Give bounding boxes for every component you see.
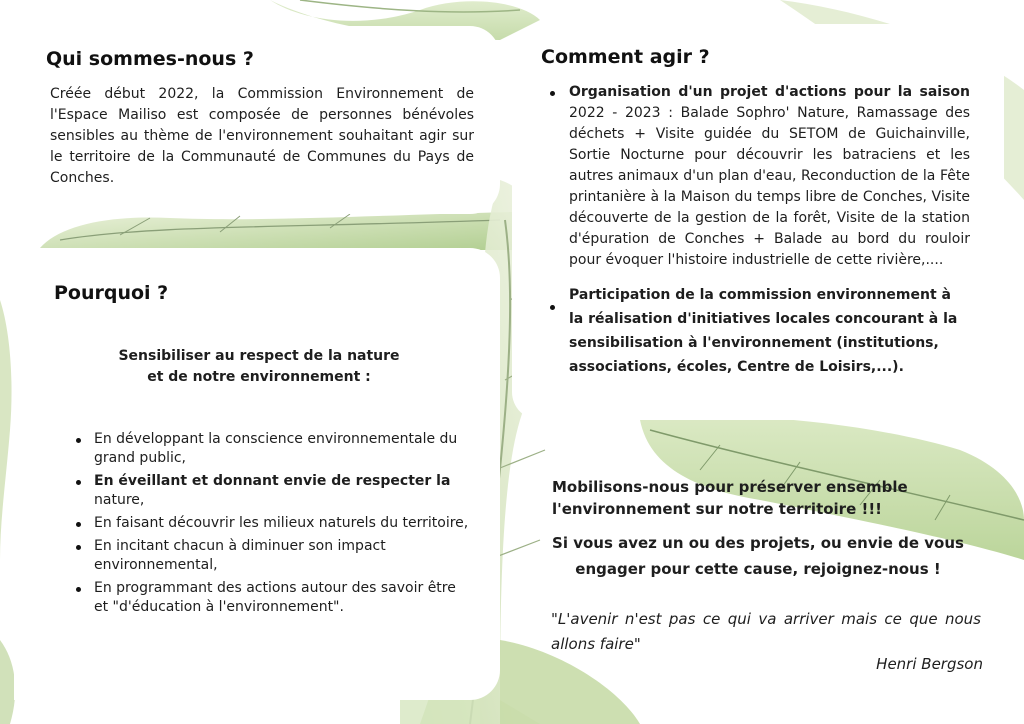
quote-text: "L'avenir n'est pas ce qui va arriver mais ce que nous allons faire" (551, 610, 981, 653)
list-item-text: En faisant découvrir les milieux naturels du territoire, (94, 515, 469, 531)
comment-agir-list (550, 82, 970, 379)
bullet-icon (550, 91, 555, 96)
list-item-text: En développant la conscience environnementale du grand public, (94, 431, 458, 466)
comment-agir-card (512, 24, 1004, 420)
list-item-text: 2022 - 2023 : Balade Sophro' Nature, Ramassage des déchets + Visite guidée du SETOM de Guichainville, Sortie Nocturne pour découvrir les batraciens et les autres animaux d'un plan d'eau, Reconduction de la Fête printanière à la Maison du temps libre de Conches, Visite découverte de la gestion de la forêt, Visite de la station d'épuration de Conches + Balade au bord du rouloir pour évoquer l'histoire industrielle de cette rivière,.... (569, 105, 970, 268)
list-item (74, 472, 474, 510)
list-item (74, 579, 474, 617)
list-item-text-continued: nature, (94, 492, 145, 508)
bullet-icon (76, 522, 81, 527)
pourquoi-intro (94, 346, 424, 388)
comment-agir-title: Comment agir ? (541, 46, 710, 68)
bullet-icon (76, 480, 81, 485)
list-item-text: En programmant des actions autour des savoir être et "d'éducation à l'environnement". (94, 580, 456, 615)
pourquoi-card (14, 248, 500, 700)
qui-sommes-nous-text: Créée début 2022, la Commission Environnement de l'Espace Mailiso est composée de personnes bénévoles sensibles au thème de l'environnement souhaitant agir sur le territoire de la Communauté de Communes du Pays de Conches. (50, 86, 474, 186)
pourquoi-title: Pourquoi ? (54, 282, 169, 304)
qui-sommes-nous-card (18, 26, 500, 214)
list-item (550, 283, 970, 379)
leaf-left-band (40, 212, 512, 250)
qui-sommes-nous-title: Qui sommes-nous ? (46, 48, 254, 70)
bullet-icon (550, 305, 555, 310)
list-item-text: En éveillant et donnant envie de respecter la (94, 473, 451, 489)
pourquoi-list (74, 430, 474, 621)
pourquoi-intro-line2: et de notre environnement : (147, 369, 371, 385)
list-item-text: En incitant chacun à diminuer son impact environnemental, (94, 538, 386, 573)
bullet-icon (76, 438, 81, 443)
quote-author: Henri Bergson (876, 655, 983, 673)
list-item (74, 514, 474, 533)
list-item-lead: Organisation d'un projet d'actions pour la saison (569, 84, 970, 100)
bullet-icon (76, 587, 81, 592)
list-item (550, 82, 970, 271)
leaf-left-edge (0, 300, 12, 560)
list-item-text: Participation de la commission environnement à la réalisation d'initiatives locales concourant à la sensibilisation à l'environnement (institutions, associations, écoles, Centre de Loisirs,...). (569, 287, 958, 375)
pourquoi-intro-line1: Sensibiliser au respect de la nature (118, 348, 400, 364)
mobilisons-text: Mobilisons-nous pour préserver ensemble l'environnement sur notre territoire !!! (552, 478, 908, 518)
list-item (74, 430, 474, 468)
rejoignez-nous-text: Si vous avez un ou des projets, ou envie de vous engager pour cette cause, rejoignez-nous ! (552, 534, 964, 578)
list-item (74, 537, 474, 575)
bullet-icon (76, 545, 81, 550)
leaf-left-bottom (0, 640, 15, 724)
